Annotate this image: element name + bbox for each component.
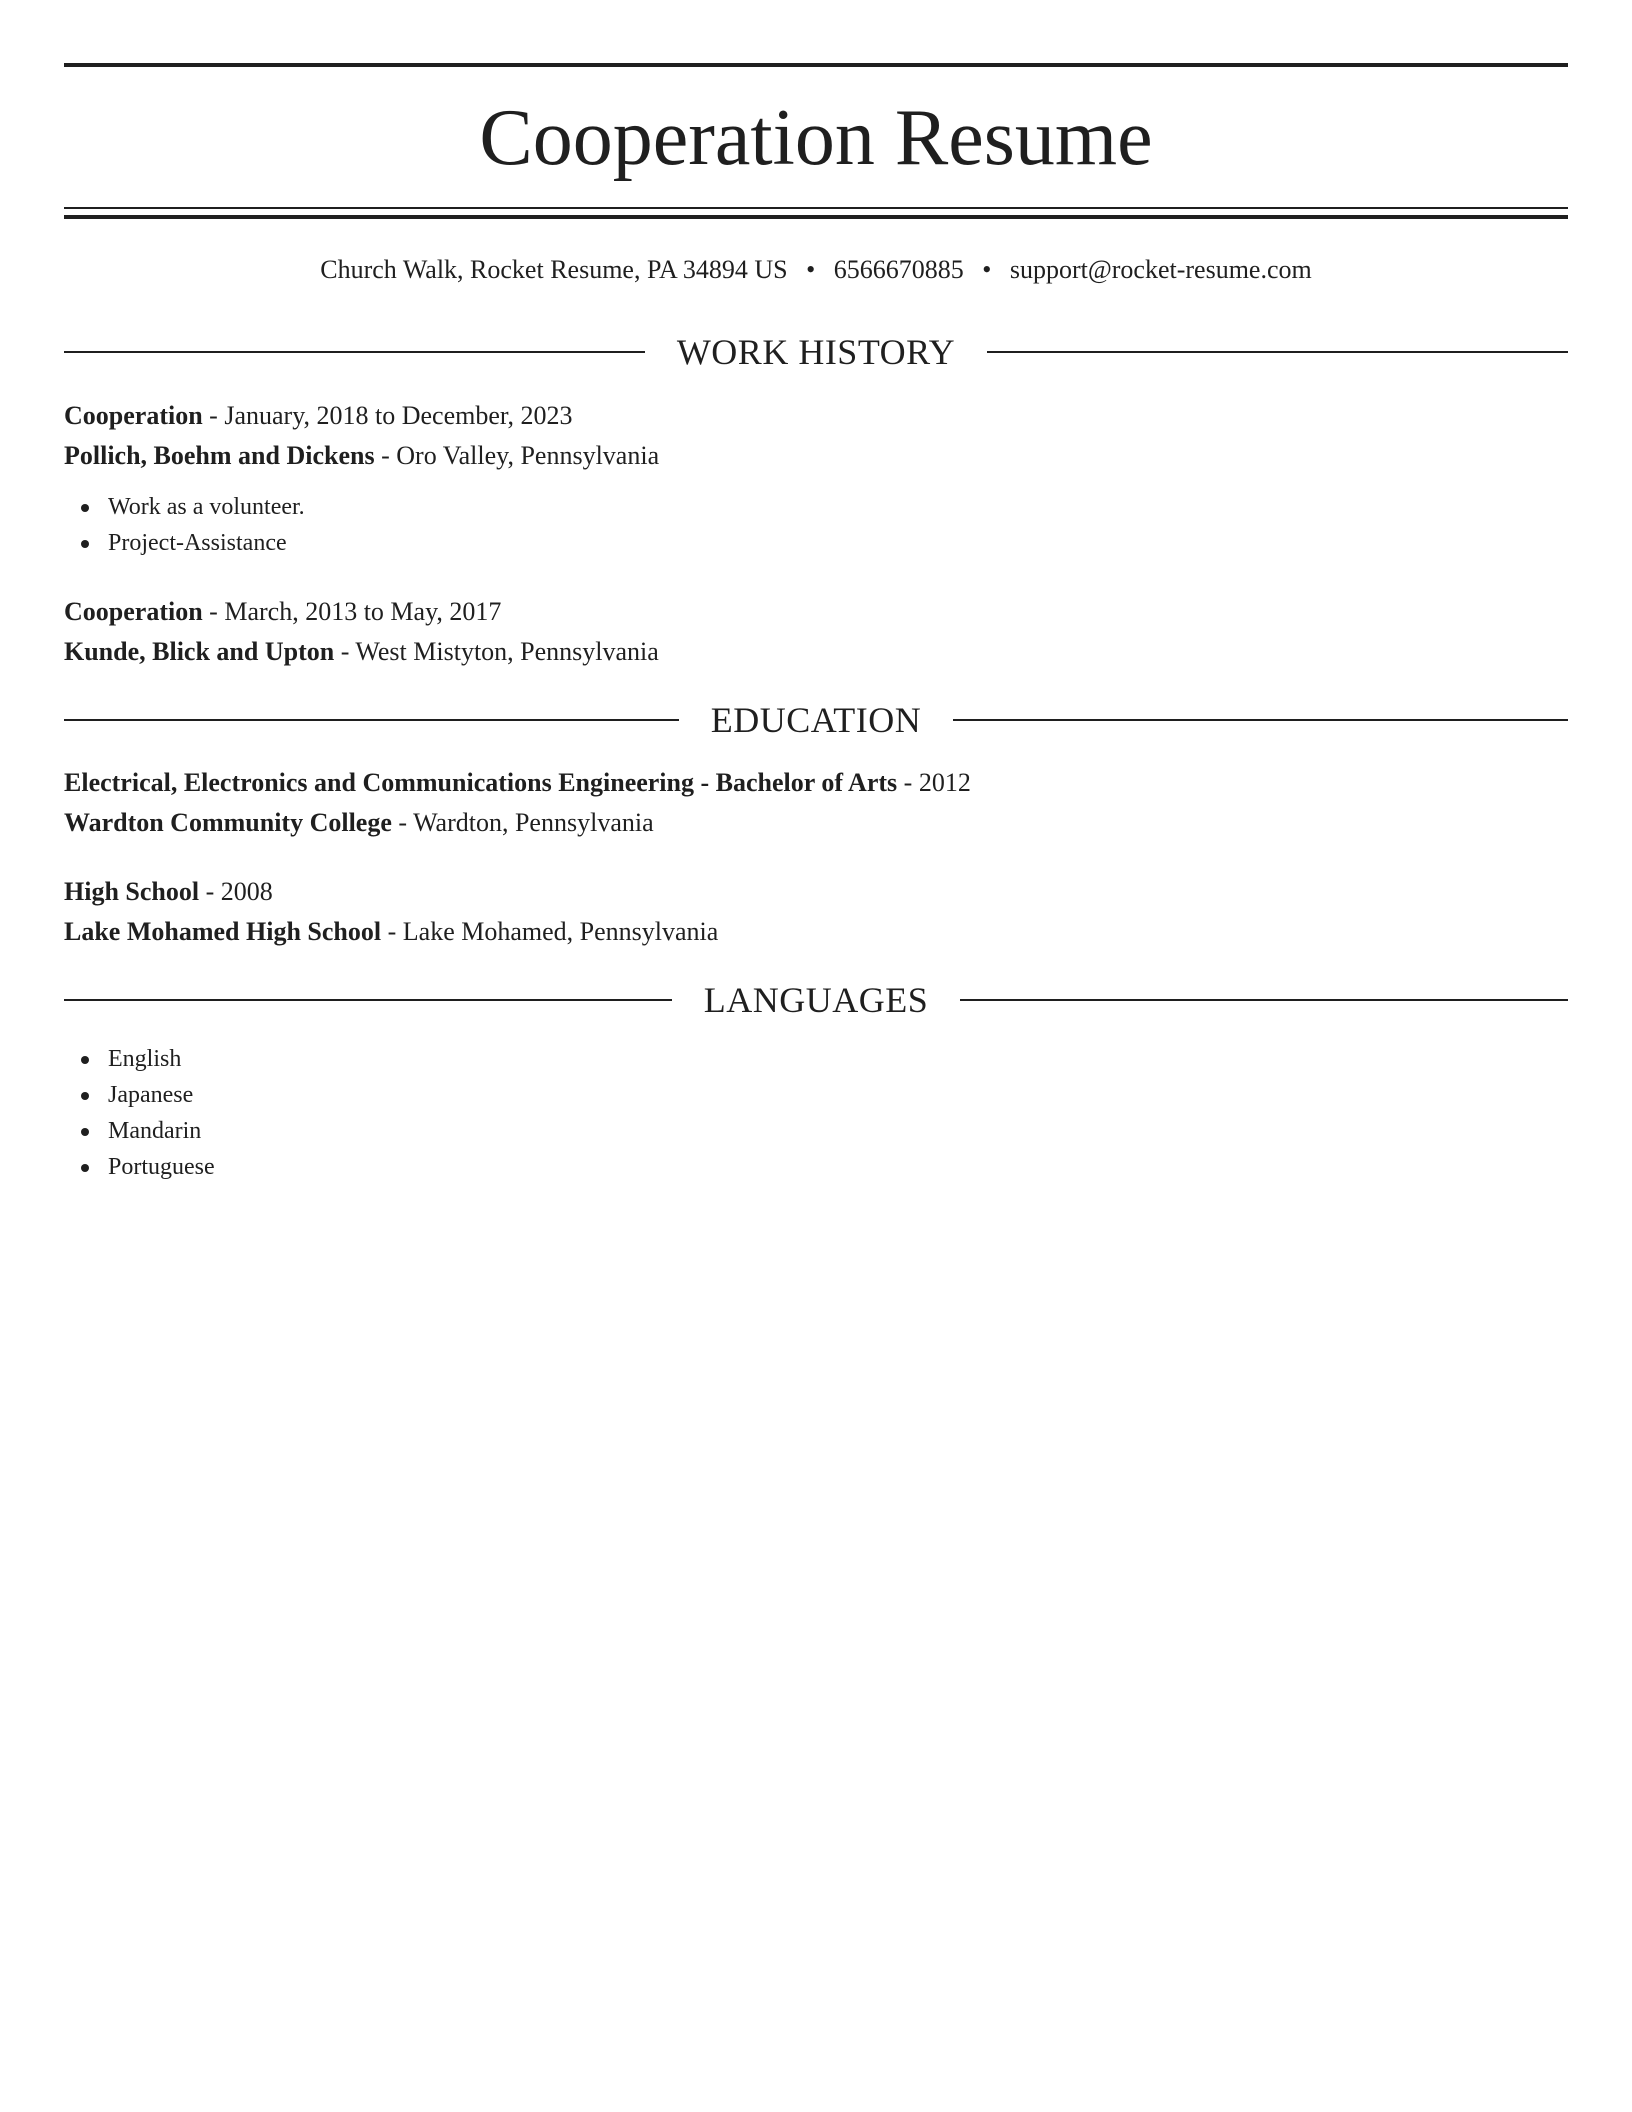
section-heading-work-history bbox=[64, 329, 1568, 375]
title-rule-thin bbox=[64, 207, 1568, 209]
education-location: Wardton, Pennsylvania bbox=[413, 808, 654, 837]
languages-list bbox=[64, 1041, 215, 1185]
education-entry-1-degree bbox=[64, 765, 971, 801]
education-entry-2-degree bbox=[64, 874, 273, 910]
work-entry-1-title bbox=[64, 398, 573, 434]
dash: - bbox=[381, 917, 403, 946]
dash: - bbox=[334, 637, 356, 666]
dash: - bbox=[391, 808, 414, 837]
list-item: Project-Assistance bbox=[64, 525, 305, 561]
section-heading-education bbox=[64, 697, 1568, 743]
work-entry-2-title bbox=[64, 594, 501, 630]
contact-separator: • bbox=[806, 255, 816, 284]
dash: - bbox=[374, 441, 397, 470]
education-year: 2012 bbox=[918, 768, 971, 797]
contact-address: Church Walk, Rocket Resume, PA 34894 US bbox=[320, 255, 788, 284]
work-company: Pollich, Boehm and Dickens bbox=[64, 441, 375, 470]
heading-rule bbox=[64, 351, 645, 353]
top-rule bbox=[64, 63, 1568, 67]
section-title: LANGUAGES bbox=[703, 980, 929, 1020]
section-title: EDUCATION bbox=[710, 700, 922, 740]
contact-line bbox=[64, 252, 1568, 288]
heading-rule bbox=[987, 351, 1568, 353]
education-school: Lake Mohamed High School bbox=[64, 917, 382, 946]
contact-email: support@rocket-resume.com bbox=[1009, 255, 1312, 284]
work-dates: March, 2013 to May, 2017 bbox=[224, 597, 502, 626]
dash: - bbox=[202, 597, 225, 626]
work-location: West Mistyton, Pennsylvania bbox=[355, 637, 659, 666]
education-location: Lake Mohamed, Pennsylvania bbox=[402, 917, 719, 946]
work-entry-1-bullets bbox=[64, 489, 305, 561]
work-entry-1-company bbox=[64, 438, 659, 474]
dash: - bbox=[199, 877, 221, 906]
list-item: Mandarin bbox=[64, 1113, 215, 1149]
education-degree: Electrical, Electronics and Communications Engineering - Bachelor of Arts bbox=[64, 768, 898, 797]
contact-separator: • bbox=[982, 255, 992, 284]
education-school: Wardton Community College bbox=[64, 808, 392, 837]
work-entry-2-company bbox=[64, 634, 659, 670]
work-company: Kunde, Blick and Upton bbox=[64, 637, 335, 666]
heading-rule bbox=[960, 999, 1568, 1001]
education-degree: High School bbox=[64, 877, 200, 906]
work-dates: January, 2018 to December, 2023 bbox=[224, 401, 573, 430]
work-role: Cooperation bbox=[64, 597, 203, 626]
list-item: Work as a volunteer. bbox=[64, 489, 305, 525]
resume-title: Cooperation Resume bbox=[479, 94, 1153, 182]
education-entry-2-school bbox=[64, 914, 718, 950]
heading-rule bbox=[64, 719, 679, 721]
list-item: Japanese bbox=[64, 1077, 215, 1113]
section-title: WORK HISTORY bbox=[676, 332, 956, 372]
education-entry-1-school bbox=[64, 805, 654, 841]
education-year: 2008 bbox=[220, 877, 273, 906]
dash: - bbox=[202, 401, 225, 430]
heading-rule bbox=[64, 999, 672, 1001]
title-rule-thick bbox=[64, 215, 1568, 219]
work-location: Oro Valley, Pennsylvania bbox=[396, 441, 660, 470]
section-heading-languages bbox=[64, 977, 1568, 1023]
list-item: English bbox=[64, 1041, 215, 1077]
contact-phone: 6566670885 bbox=[833, 255, 964, 284]
work-role: Cooperation bbox=[64, 401, 203, 430]
dash: - bbox=[897, 768, 919, 797]
list-item: Portuguese bbox=[64, 1149, 215, 1185]
heading-rule bbox=[953, 719, 1568, 721]
